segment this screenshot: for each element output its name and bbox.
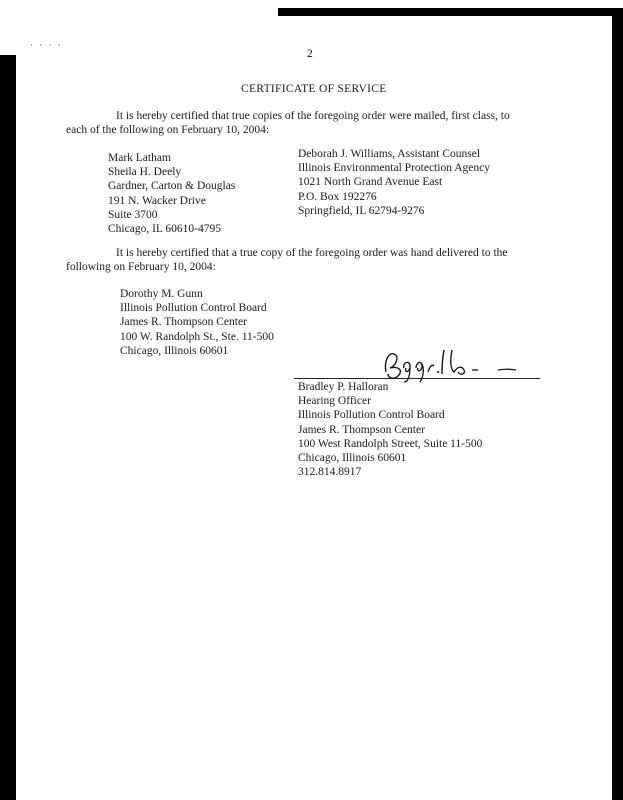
address-line: Sheila H. Deely xyxy=(108,166,182,179)
signatory-phone: 312.814.8917 xyxy=(298,466,362,479)
address-line: Chicago, IL 60610-4795 xyxy=(108,223,221,236)
signature-line xyxy=(294,378,540,379)
recipient-address-block-williams xyxy=(298,147,490,218)
signatory-title: Hearing Officer xyxy=(298,395,371,408)
scan-border-left xyxy=(0,55,16,800)
address-line: James R. Thompson Center xyxy=(120,316,247,329)
address-line: Mark Latham xyxy=(108,152,171,164)
hand-delivery-paragraph: It is hereby certified that a true copy of the foregoing order was hand delivered to the following on February 10, 2004: xyxy=(66,247,508,273)
signatory-line: 100 West Randolph Street, Suite 11-500 xyxy=(298,437,483,450)
address-line: 1021 North Grand Avenue East xyxy=(298,176,443,189)
page-number: 2 xyxy=(307,48,313,60)
address-line: P.O. Box 192276 xyxy=(298,190,377,203)
signatory-block xyxy=(298,380,482,479)
address-line: Dorothy M. Gunn xyxy=(120,288,203,300)
scan-border-top xyxy=(278,8,623,16)
address-line: Illinois Environmental Protection Agency xyxy=(298,162,490,175)
signatory-line: Illinois Pollution Control Board xyxy=(298,409,445,422)
scan-artifact: · · · · xyxy=(30,40,63,50)
recipient-address-block-gunn xyxy=(120,287,274,358)
signatory-line: James R. Thompson Center xyxy=(298,423,425,436)
address-line: Gardner, Carton & Douglas xyxy=(108,180,236,193)
address-line: 100 W. Randolph St., Ste. 11-500 xyxy=(120,330,274,343)
recipient-address-block-latham xyxy=(108,151,235,236)
address-line: 191 N. Wacker Drive xyxy=(108,194,206,207)
signatory-name: Bradley P. Halloran xyxy=(298,381,389,393)
mail-certification-paragraph: It is hereby certified that true copies of the foregoing order were mailed, first class, to each of the following on February 10, 2004: xyxy=(66,110,510,136)
address-line: Chicago, Illinois 60601 xyxy=(120,344,229,357)
address-line: Illinois Pollution Control Board xyxy=(120,302,267,315)
certificate-heading: CERTIFICATE OF SERVICE xyxy=(241,83,387,95)
scan-border-right xyxy=(612,8,623,800)
address-line: Deborah J. Williams, Assistant Counsel xyxy=(298,148,481,160)
address-line: Suite 3700 xyxy=(108,208,158,221)
signatory-line: Chicago, Illinois 60601 xyxy=(298,452,407,465)
address-line: Springfield, IL 62794-9276 xyxy=(298,204,425,217)
